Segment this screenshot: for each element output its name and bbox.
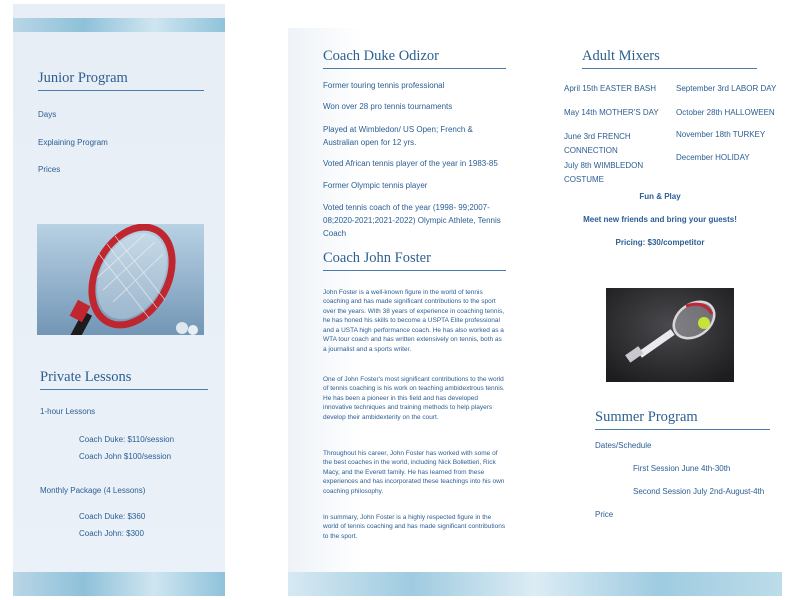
summer-dates-label: Dates/Schedule <box>595 441 652 450</box>
coach-duke-heading: Coach Duke Odizor <box>323 48 506 69</box>
duke-item: Former touring tennis professional <box>323 81 445 90</box>
pricing-text: Pricing: $30/competitor <box>615 238 705 247</box>
fun-play-text: Fun & Play <box>639 192 681 201</box>
junior-program-heading: Junior Program <box>38 70 204 91</box>
hour-price-duke: Coach Duke: $110/session <box>79 435 175 444</box>
mixer-event: June 3rd FRENCH CONNECTION <box>564 132 631 155</box>
tennis-racquet-photo <box>37 224 204 335</box>
junior-item-explaining: Explaining Program <box>38 138 108 147</box>
coach-john-heading: Coach John Foster <box>323 250 506 271</box>
john-paragraph: Throughout his career, John Foster has worked with some of the best coaches in the world, including Nick Bollettieri, Rick Macy, and the Everett family. He has learned from these experiences and has incorporated these teachings into his own coaching philosophy. <box>323 450 505 495</box>
monthly-price-duke: Coach Duke: $360 <box>79 512 146 521</box>
summer-price-label: Price <box>595 510 614 519</box>
mixer-event: May 14th MOTHER'S DAY <box>564 108 659 117</box>
mixer-event: July 8th WIMBLEDON COSTUME <box>564 161 644 184</box>
mixer-event: December HOLIDAY <box>676 153 750 162</box>
hour-lessons-label: 1-hour Lessons <box>40 407 96 416</box>
left-bottom-bar <box>13 572 225 596</box>
private-lessons-heading: Private Lessons <box>40 369 208 390</box>
duke-item: Former Olympic tennis player <box>323 181 428 190</box>
duke-item: Played at Wimbledon/ US Open; French & Australian open for 12 yrs. <box>323 125 473 147</box>
summer-session: Second Session July 2nd-August-4th <box>633 487 765 496</box>
left-top-bar <box>13 18 225 32</box>
tennis-racquet-ball-photo <box>606 288 734 382</box>
duke-item: Voted African tennis player of the year in 1983-85 <box>323 159 498 168</box>
summer-program-heading: Summer Program <box>595 409 770 430</box>
mixer-event: April 15th EASTER BASH <box>564 84 657 93</box>
monthly-package-label: Monthly Package (4 Lessons) <box>40 486 146 495</box>
meet-friends-text: Meet new friends and bring your guests! <box>583 215 737 224</box>
mixer-event: September 3rd LABOR DAY <box>676 84 777 93</box>
mixer-event: October 28th HALLOWEEN <box>676 108 775 117</box>
junior-item-days: Days <box>38 110 57 119</box>
mixer-event: November 18th TURKEY <box>676 130 766 139</box>
right-bottom-bar <box>288 572 782 596</box>
duke-item: Won over 28 pro tennis tournaments <box>323 102 453 111</box>
junior-item-prices: Prices <box>38 165 61 174</box>
john-paragraph: John Foster is a well-known figure in the world of tennis coaching and has made significant contributions to the sport over the years. With 38 years of experience in coaching tennis, he has honed his skills to become a USPTA Elite professional and a USTA high performance coach. He has also worked as a WTA tour coach and has written extensively on tennis, both as a journalist and a sports writer. <box>323 289 505 353</box>
summer-session: First Session June 4th-30th <box>633 464 731 473</box>
john-paragraph: In summary, John Foster is a highly respected figure in the world of tennis coaching and has made significant contributions to the sport. <box>323 514 506 540</box>
monthly-price-john: Coach John: $300 <box>79 529 144 538</box>
john-paragraph: One of John Foster's most significant contributions to the world of tennis coaching is his work on teaching ambidextrous tennis. He has been a pioneer in this field and has developed innovative techniques and training methods to help players develop their ambidexterity on the court. <box>323 376 505 421</box>
duke-item: Voted tennis coach of the year (1998- 99;2007-08;2020-2021;2021-2022) Olympic Athlete, Tennis Coach <box>323 203 501 238</box>
adult-mixers-heading: Adult Mixers <box>582 48 757 69</box>
hour-price-john: Coach John $100/session <box>79 452 172 461</box>
